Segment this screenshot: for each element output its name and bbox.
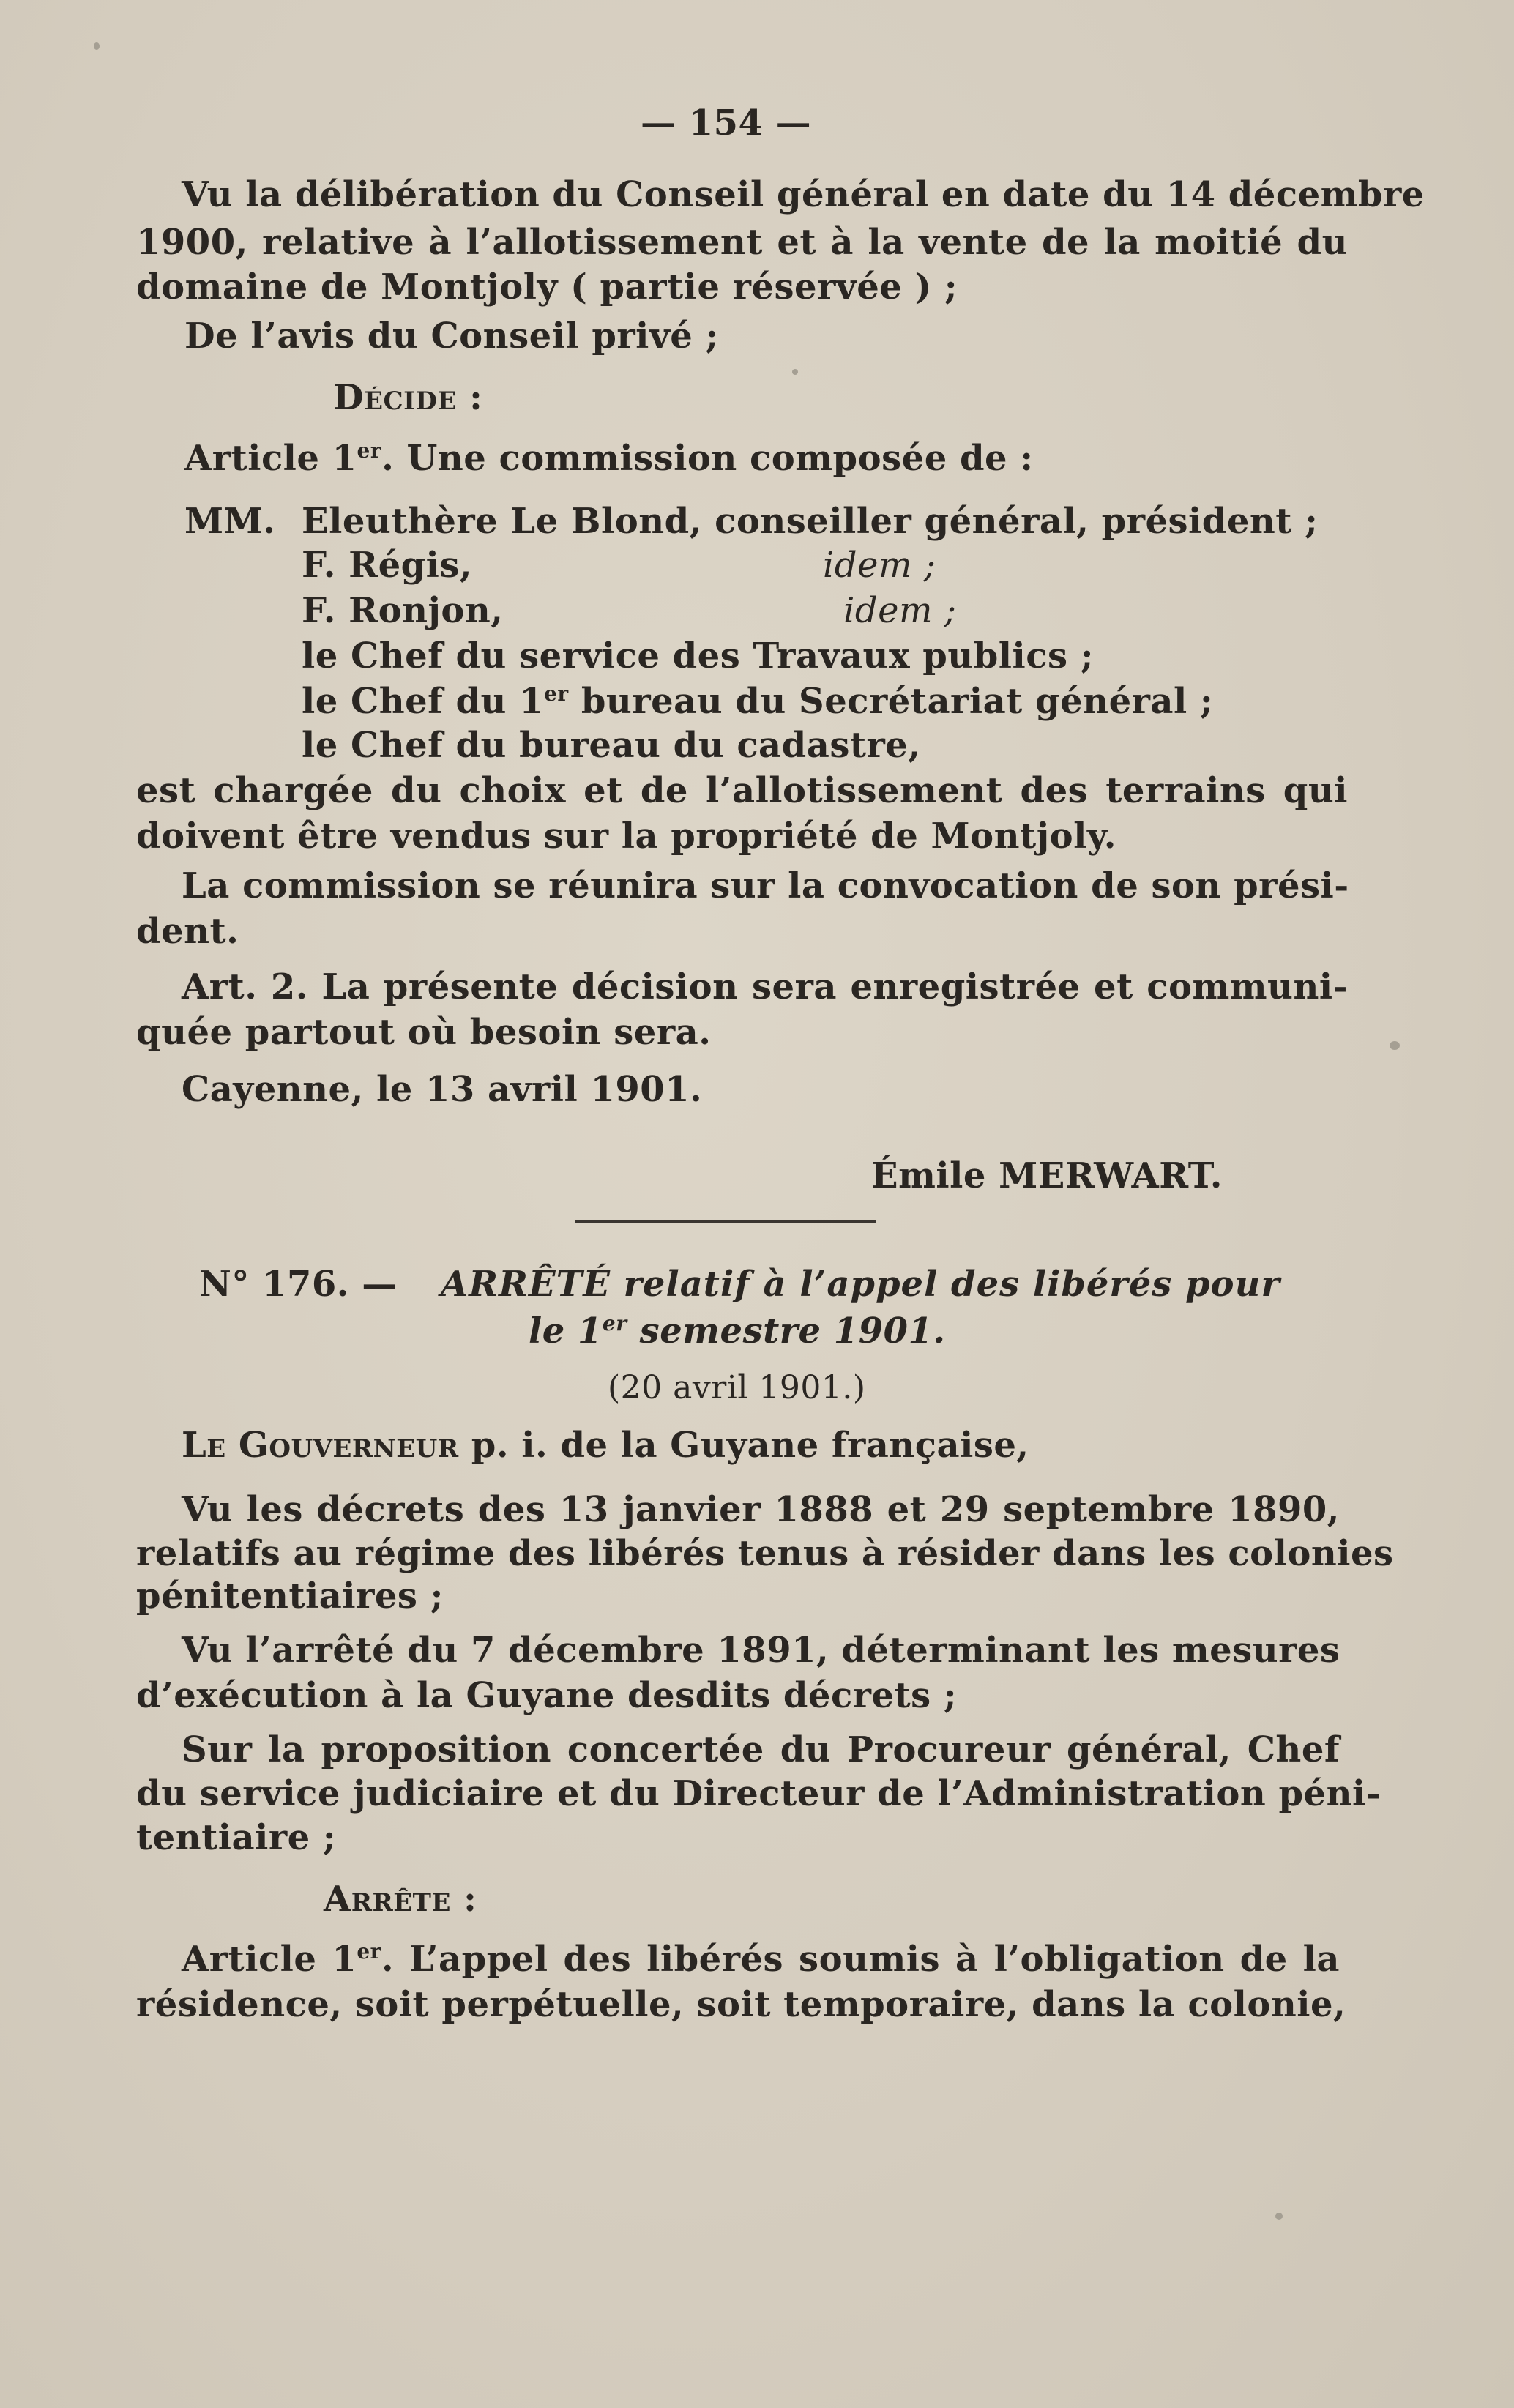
charge-line: doivent être vendus sur la propriété de Montjoly. [136,816,1116,857]
article-line [182,1939,1340,1980]
article2-line: Art. 2. La présente décision sera enregistrée et communi- [182,966,1348,1007]
member-name: Eleuthère Le Blond, conseiller général, président ; [302,501,1319,542]
member-sup: er [544,682,569,706]
considerant-line: relatifs au régime des libérés tenus à résider dans les colonies [136,1533,1394,1574]
member-name-part: le Chef du 1 [302,681,545,722]
considerant-line: Vu les décrets des 13 janvier 1888 et 29 septembre 1890, [182,1489,1340,1530]
paper-speck [1275,2213,1283,2220]
considerant-line: pénitentiaires ; [136,1576,444,1617]
considerant-line: d’exécution à la Guyane desdits décrets ; [136,1675,958,1716]
arrete-title-part: le 1 [529,1311,603,1352]
considerant-line: Vu l’arrêté du 7 décembre 1891, déterminant les mesures [182,1630,1340,1671]
article-text: . Une commission composée de : [381,438,1034,479]
considerant-line: du service judiciaire et du Directeur de l’Administration péni- [136,1773,1381,1814]
considerant-line: Vu la délibération du Conseil général en date du 14 décembre [182,174,1425,215]
arrete-title-cont [529,1311,946,1352]
member-role: idem ; [823,545,936,586]
article-sup: er [357,1939,381,1964]
section-heading: Décide : [333,377,483,418]
arrete-title: ARRÊTÉ relatif à l’appel des libérés pour [441,1264,1280,1305]
member-name-part: bureau du Secrétariat général ; [568,681,1214,722]
article-label: Article 1 [182,1939,357,1980]
member-role: idem ; [843,590,957,631]
paper-speck [94,42,100,50]
arrete-number: N° 176. — [199,1264,398,1305]
arrete-date: (20 avril 1901.) [608,1369,866,1406]
article-label: Article 1 [184,438,357,479]
article-sup: er [357,439,382,463]
signature: Émile MERWART. [871,1155,1223,1196]
article2-line: quée partout où besoin sera. [136,1012,712,1053]
paper-speck [792,369,798,375]
arrete-authority [182,1425,1029,1466]
member-name: le Chef du bureau du cadastre, [302,725,921,766]
considerant-line: domaine de Montjoly ( partie réservée ) ; [136,266,958,307]
considerant-line: De l’avis du Conseil privé ; [184,316,719,357]
member-name [302,681,1213,722]
section-heading: Arrête : [324,1879,477,1920]
authority-rest: p. i. de la Guyane française, [458,1425,1029,1466]
article-line: résidence, soit perpétuelle, soit temporaire, dans la colonie, [136,1984,1346,2025]
reunion-line: La commission se réunira sur la convocation de son prési- [182,865,1349,906]
reunion-line: dent. [136,911,239,952]
member-name: F. Ronjon, [302,590,504,631]
considerant-line: Sur la proposition concertée du Procureur général, Chef [182,1729,1340,1770]
arrete-title-part: semestre 1901. [627,1311,946,1352]
paper-speck [1390,1041,1400,1050]
separator-rule [575,1220,876,1223]
article-text: . L’appel des libérés soumis à l’obligation de la [381,1939,1340,1980]
page-number: — 154 — [641,102,812,143]
place-date: Cayenne, le 13 avril 1901. [182,1069,703,1110]
members-prefix: MM. [184,501,276,542]
considerant-line: tentiaire ; [136,1817,337,1858]
considerant-line: 1900, relative à l’allotissement et à la vente de la moitié du [136,222,1348,263]
member-name: F. Régis, [302,545,473,586]
authority-title: Le Gouverneur [182,1425,459,1466]
article-line [184,438,1033,479]
member-name: le Chef du service des Travaux publics ; [302,635,1094,676]
arrete-title-sup: er [602,1311,627,1335]
charge-line: est chargée du choix et de l’allotissement des terrains qui [136,770,1348,811]
